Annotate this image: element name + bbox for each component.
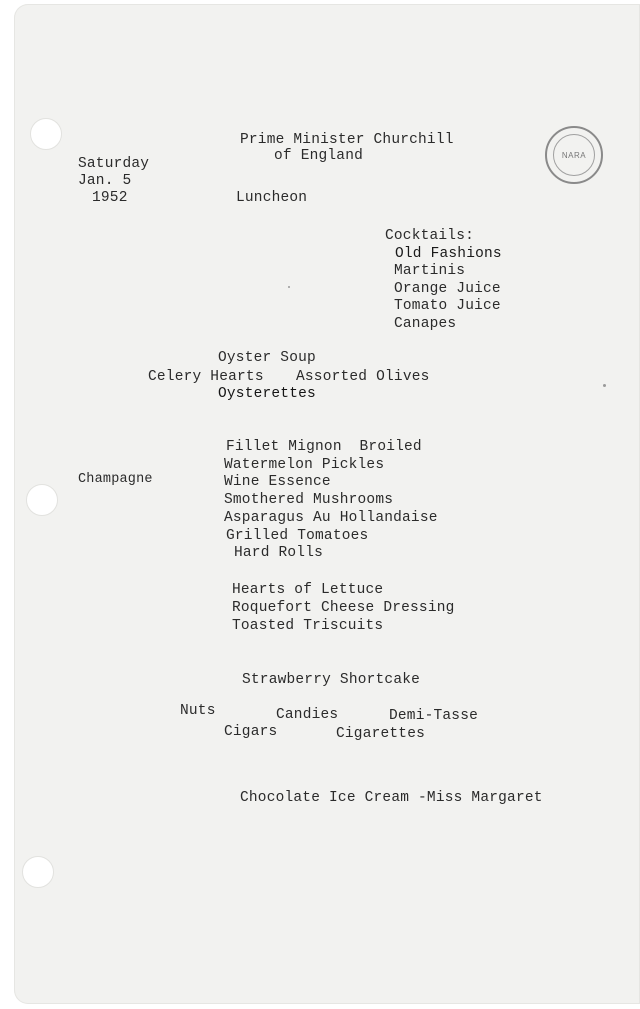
dessert-cigars: Cigars [224, 724, 278, 740]
special-note: Chocolate Ice Cream -Miss Margaret [240, 790, 543, 806]
wine-item: Champagne [78, 472, 153, 487]
archive-stamp-text: NARA [561, 150, 587, 160]
relish-left: Celery Hearts [148, 369, 264, 385]
salad-item: Roquefort Cheese Dressing [232, 600, 455, 616]
header-title-line2: of England [274, 148, 364, 164]
salad-item: Toasted Triscuits [232, 618, 384, 634]
soup-item: Oyster Soup [218, 350, 316, 366]
paper-speck [288, 286, 290, 288]
dessert-candies: Candies [276, 707, 339, 723]
main-item: Grilled Tomatoes [226, 528, 369, 544]
date-month-day: Jan. 5 [78, 173, 132, 189]
punch-hole-top [30, 118, 62, 150]
cocktail-item: Orange Juice [394, 281, 501, 297]
punch-hole-middle [26, 484, 58, 516]
date-year: 1952 [92, 190, 128, 206]
relish-right: Assorted Olives [296, 369, 430, 385]
cracker-item: Oysterettes [218, 386, 316, 402]
dessert-cigarettes: Cigarettes [336, 726, 426, 742]
main-item: Watermelon Pickles [224, 457, 385, 473]
dessert-nuts: Nuts [180, 703, 216, 719]
main-item: Smothered Mushrooms [224, 492, 394, 508]
cocktail-item: Tomato Juice [394, 298, 501, 314]
cocktail-item: Canapes [394, 316, 457, 332]
meal-title: Luncheon [236, 190, 308, 206]
archive-stamp [545, 126, 603, 184]
date-day: Saturday [78, 156, 150, 172]
main-item: Asparagus Au Hollandaise [224, 510, 438, 526]
main-item: Hard Rolls [234, 545, 324, 561]
salad-item: Hearts of Lettuce [232, 582, 384, 598]
main-item: Fillet Mignon Broiled [226, 439, 422, 455]
dessert-demitasse: Demi-Tasse [389, 708, 479, 724]
punch-hole-bottom [22, 856, 54, 888]
main-item: Wine Essence [224, 474, 331, 490]
dessert-main: Strawberry Shortcake [242, 672, 421, 688]
cocktail-item: Old Fashions [395, 246, 502, 262]
cocktail-item: Martinis [394, 263, 466, 279]
cocktails-heading: Cocktails: [385, 228, 475, 244]
header-title-line1: Prime Minister Churchill [240, 132, 454, 148]
paper-speck [603, 384, 606, 387]
